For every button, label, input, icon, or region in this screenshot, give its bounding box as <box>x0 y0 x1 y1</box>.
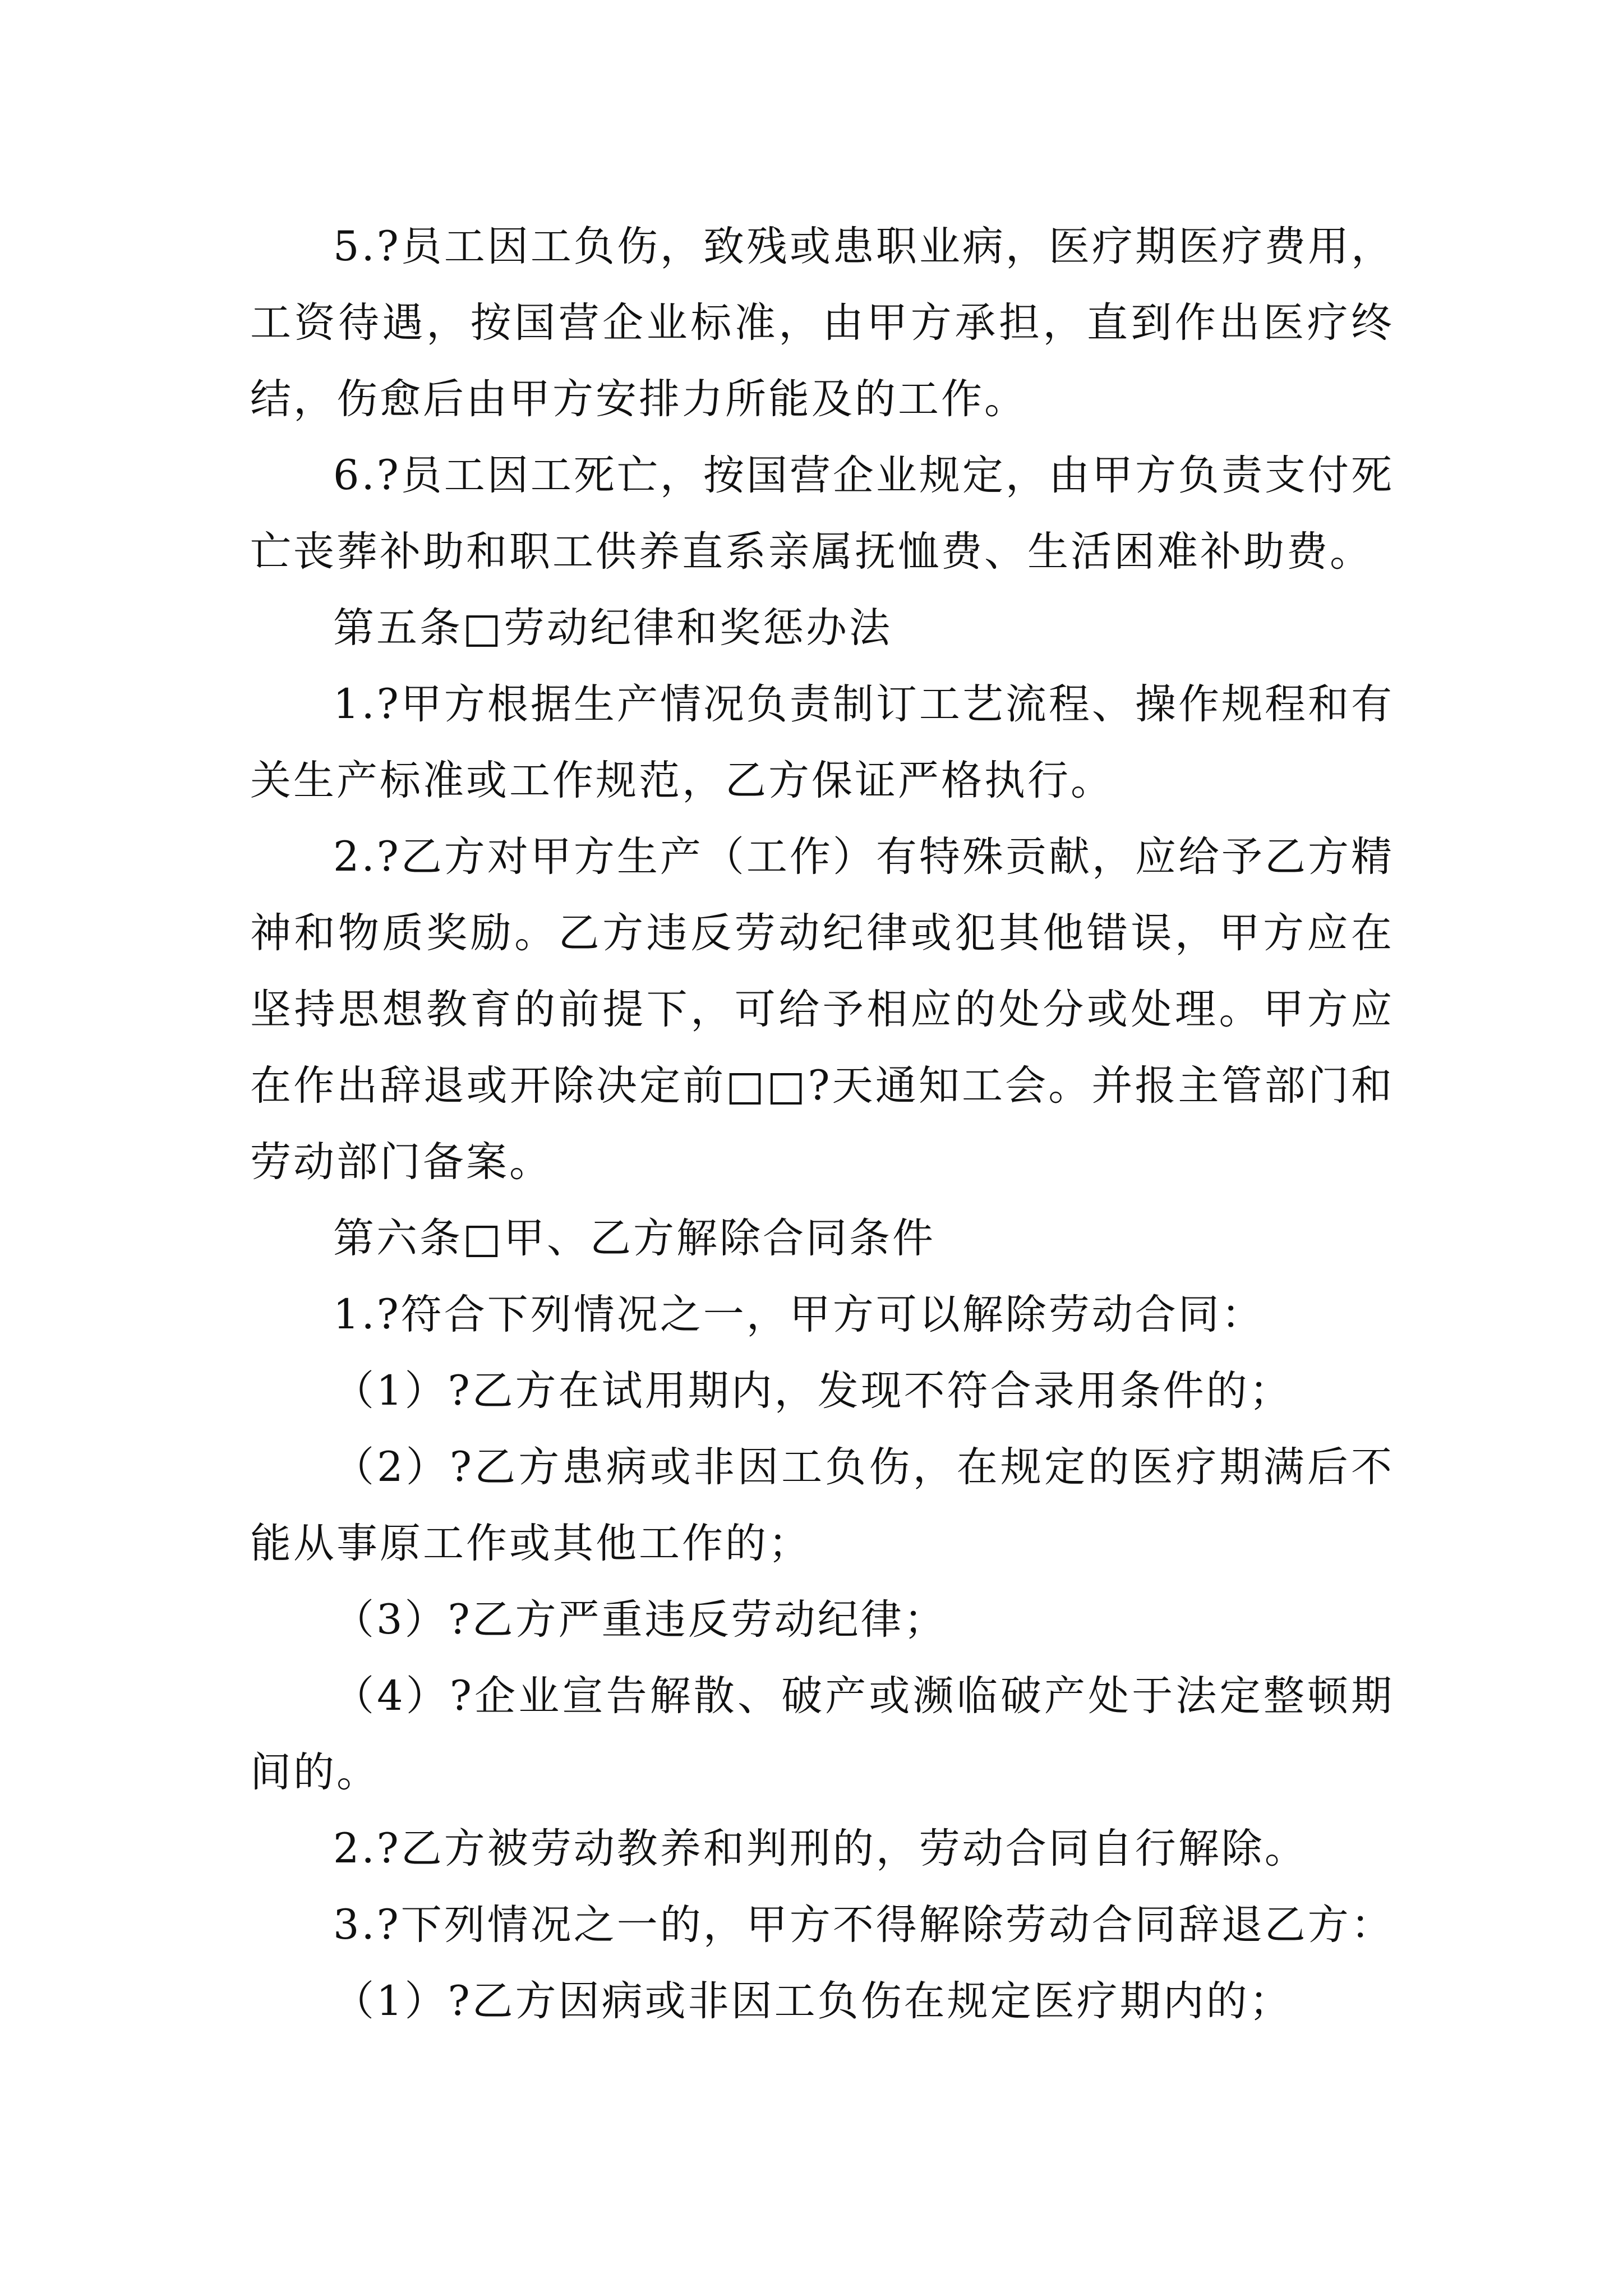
paragraph-auto-termination: 2.?乙方被劳动教养和判刑的，劳动合同自行解除。 <box>333 1825 1308 1872</box>
list-item-discipline: （3）?乙方严重违反劳动纪律； <box>333 1596 947 1644</box>
document-body <box>250 209 1394 2040</box>
list-item-medical-period: （1）?乙方因病或非因工负伤在规定医疗期内的； <box>333 1977 1293 2025</box>
list-item-illness: （2）?乙方患病或非因工负伤，在规定的医疗期满后不能从事原工作或其他工作的； <box>250 1443 1394 1567</box>
list-item-probation: （1）?乙方在试用期内，发现不符合录用条件的； <box>333 1367 1293 1415</box>
list-item-bankruptcy: （4）?企业宣告解散、破产或濒临破产处于法定整顿期间的。 <box>250 1672 1394 1796</box>
section-heading-article-5: 第五条□劳动纪律和奖惩办法 <box>333 604 892 652</box>
paragraph-injury-compensation: 5.?员工因工负伤，致残或患职业病，医疗期医疗费用，工资待遇，按国营企业标准，由甲方承担，直到作出医疗终结，伤愈后由甲方安排力所能及的工作。 <box>250 223 1394 423</box>
section-heading-article-6: 第六条□甲、乙方解除合同条件 <box>333 1214 935 1262</box>
paragraph-work-death: 6.?员工因工死亡，按国营企业规定，由甲方负责支付死亡丧葬补助和职工供养直系亲属抚恤费、生活困难补助费。 <box>250 452 1394 576</box>
paragraph-termination-conditions: 1.?符合下列情况之一，甲方可以解除劳动合同： <box>333 1291 1265 1338</box>
paragraph-rewards-penalties: 2.?乙方对甲方生产（工作）有特殊贡献，应给予乙方精神和物质奖励。乙方违反劳动纪律或犯其他错误，甲方应在坚持思想教育的前提下，可给予相应的处分或处理。甲方应在作出辞退或开除决定前□□?天通知工会。并报主管部门和劳动部门备案。 <box>250 833 1394 1186</box>
paragraph-no-dismissal: 3.?下列情况之一的，甲方不得解除劳动合同辞退乙方： <box>333 1901 1394 1949</box>
paragraph-process-rules: 1.?甲方根据生产情况负责制订工艺流程、操作规程和有关生产标准或工作规范，乙方保证严格执行。 <box>250 680 1394 804</box>
